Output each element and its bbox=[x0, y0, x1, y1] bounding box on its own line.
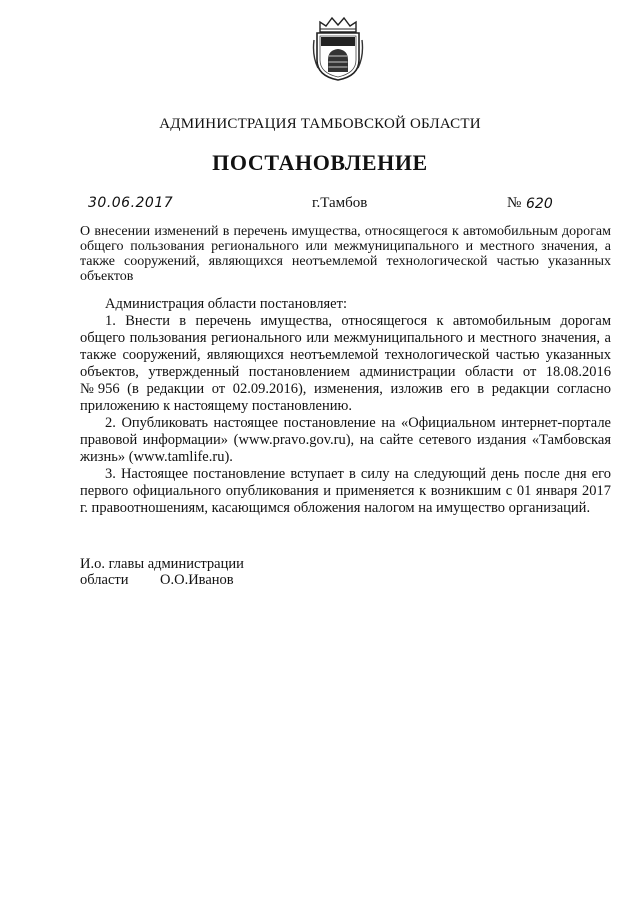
document-body bbox=[80, 296, 611, 517]
signatory-position-continued: области bbox=[80, 572, 129, 588]
body-item: 1. Внести в перечень имущества, относящегося к автомобильным дорогам общего пользования регионального или межмуниципального и местного значения, а также сооружений, являющихся неотъемлемой технологической частью указанных объектов, утвержденный постановлением администрации области от 18.08.2016 №956 (в редакции от 02.09.2016), изменения, изложив его в редакции согласно приложению к настоящему постановлению. bbox=[80, 313, 611, 414]
signatory-position: И.о. главы администрации bbox=[80, 556, 244, 572]
tambov-region-coat-of-arms-icon bbox=[312, 16, 364, 82]
document-number: 620 bbox=[526, 196, 553, 212]
signature-block bbox=[80, 556, 244, 588]
document-subject: О внесении изменений в перечень имущества, относящегося к автомобильным дорогам общего пользования регионального или межмуниципального и местного значения, а также сооружений, являющихся неотъемлемой технологической частью указанных объектов bbox=[80, 224, 611, 284]
body-intro: Администрация области постановляет: bbox=[105, 296, 347, 312]
body-item: 2. Опубликовать настоящее постановление на «Официальном интернет-портале правовой информации» (www.pravo.gov.ru), на сайте сетевого издания «Тамбовская жизнь» (www.tamlife.ru). bbox=[80, 415, 611, 465]
document-city: г.Тамбов bbox=[312, 195, 368, 211]
document-number-label: № bbox=[507, 195, 522, 211]
document-type-title: ПОСТАНОВЛЕНИЕ bbox=[212, 150, 428, 175]
organization-name: АДМИНИСТРАЦИЯ ТАМБОВСКОЙ ОБЛАСТИ bbox=[159, 116, 481, 132]
document-date: 30.06.2017 bbox=[88, 195, 174, 211]
signatory-name: О.О.Иванов bbox=[160, 572, 234, 588]
body-item: 3. Настоящее постановление вступает в силу на следующий день после дня его первого официального опубликования и применяется к возникшим с 01 января 2017 г. правоотношениям, касающимся обложения налогом на имущество организаций. bbox=[80, 466, 611, 516]
